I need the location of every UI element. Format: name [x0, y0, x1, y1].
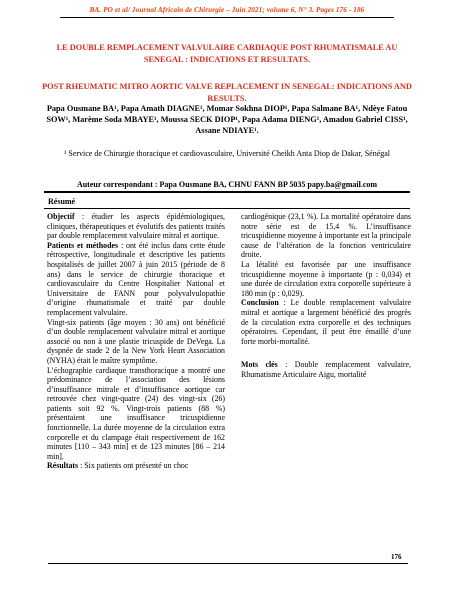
- keywords-label: Mots clés: [241, 360, 278, 370]
- conclusion-text: : Le double remplacement valvulaire mitral et aortique a largement bénéficié des progrès de la circulation extra corporelle et des techniques opératoires. Cependant, il peut être émaillé d’une forte morbi-mortalité.: [241, 298, 411, 346]
- title-english: POST RHEUMATIC MITRO AORTIC VALVE REPLACEMENT IN SENEGAL: INDICATIONS AND RESULTS.: [42, 82, 412, 103]
- page-number: 176: [391, 553, 402, 561]
- header-divider: [60, 17, 394, 18]
- patients-paragraph: Vingt-six patients (âge moyen : 30 ans) ont bénéficié d’un double remplacement valvulaire mitral et aortique associé ou non à une plastie tricuspide de DeVega. La dyspnée de stade 2 de la New York Heart Association (NYHA) était le maître symptôme.: [47, 317, 225, 365]
- lethality-paragraph: La létalité est favorisée par une insuffisance tricuspidienne moyenne à importante (p : 0,034) et une durée de circulation extra corporelle supérieure à 180 min (p : 0,029).: [241, 259, 411, 298]
- methodes-label: Patients et méthodes: [47, 240, 119, 250]
- methodes-paragraph: [47, 241, 225, 318]
- objectif-label: Objectif: [47, 212, 75, 221]
- affiliation: ¹ Service de Chirurgie thoracique et cardiovasculaire, Université Cheikh Anta Diop de Dakar, Sénégal: [63, 149, 391, 158]
- mortality-paragraph: cardiogénique (23,1 %). La mortalité opératoire dans notre série est de 15,4 %. L’insuffisance tricuspidienne moyenne à importante est la principale cause de l’altération de la fonction ventriculaire droite.: [241, 212, 411, 260]
- abstract-heading: Résumé: [48, 197, 76, 206]
- objectif-paragraph: [47, 212, 225, 241]
- echo-paragraph: L’échographie cardiaque transthoracique a montré une prédominance de l’association des lésions d’insuffisance mitrale et d’insuffisance aortique car retrouvée chez vingt-quatre (24) des vingt-six (26) patients soit 92 %. Vingt-trois patients (88 %) présentaient une insuffisance tricuspidienne fonctionnelle. La durée moyenne de la circulation extra corporelle et du clampage était respectivement de 162 minutes [110 – 343 min] et de 123 minutes [86 – 214 min].: [47, 365, 225, 461]
- objectif-text: : étudier les aspects épidémiologiques, cliniques, thérapeutiques et évolutifs des patients traités par double remplacement valvulaire mitral et aortique.: [47, 212, 225, 241]
- resultats-paragraph: [47, 461, 225, 471]
- keywords-text: : Double remplacement valvulaire, Rhumatisme Articulaire Aigu, mortalité: [241, 360, 411, 379]
- footer-divider: [48, 563, 408, 564]
- abstract-left-column: [47, 212, 225, 471]
- corresponding-author: Auteur correspondant : Papa Ousmane BA, CHNU FANN BP 5035 papy.ba@gmail.com: [76, 180, 378, 189]
- methodes-text: : ont été inclus dans cette étude rétrospective, longitudinale et descriptive les patients hospitalisés de juillet 2007 à juin 2015 (période de 8 ans) dans le service de chirurgie thoracique et cardiovasculaire du Centre Hospitalier National et Universitaire de FANN pour polyvalvulopathie d’origine rhumatismale et traité par double remplacement valvulaire.: [47, 240, 226, 317]
- keywords-paragraph: [241, 360, 411, 379]
- abstract-right-column: [241, 212, 411, 380]
- running-header: BA. PO et al/ Journal Africain de Chirurgie – Juin 2021; volume 6, N° 3. Pages 176 - 186: [89, 6, 365, 14]
- conclusion-label: Conclusion: [241, 298, 279, 308]
- abstract-top-rule: [44, 191, 410, 193]
- title-french: LE DOUBLE REMPLACEMENT VALVULAIRE CARDIAQUE POST RHUMATISMALE AU SENEGAL : INDICATIONS ET RESULTATS.: [56, 43, 398, 64]
- author-list: Papa Ousmane BA¹, Papa Amath DIAGNE¹, Momar Sokhna DIOP¹, Papa Salmane BA¹, Ndèye Fatou SOW¹, Marème Soda MBAYE¹, Moussa SECK DIOP¹, Papa Adama DIENG¹, Amadou Gabriel CISS¹, Assane NDIAYE¹.: [46, 104, 408, 135]
- conclusion-paragraph: [241, 298, 411, 346]
- abstract-heading-rule: [44, 208, 410, 209]
- resultats-label: Résultats: [47, 461, 79, 471]
- resultats-text: : Six patients ont présenté un choc: [78, 461, 189, 471]
